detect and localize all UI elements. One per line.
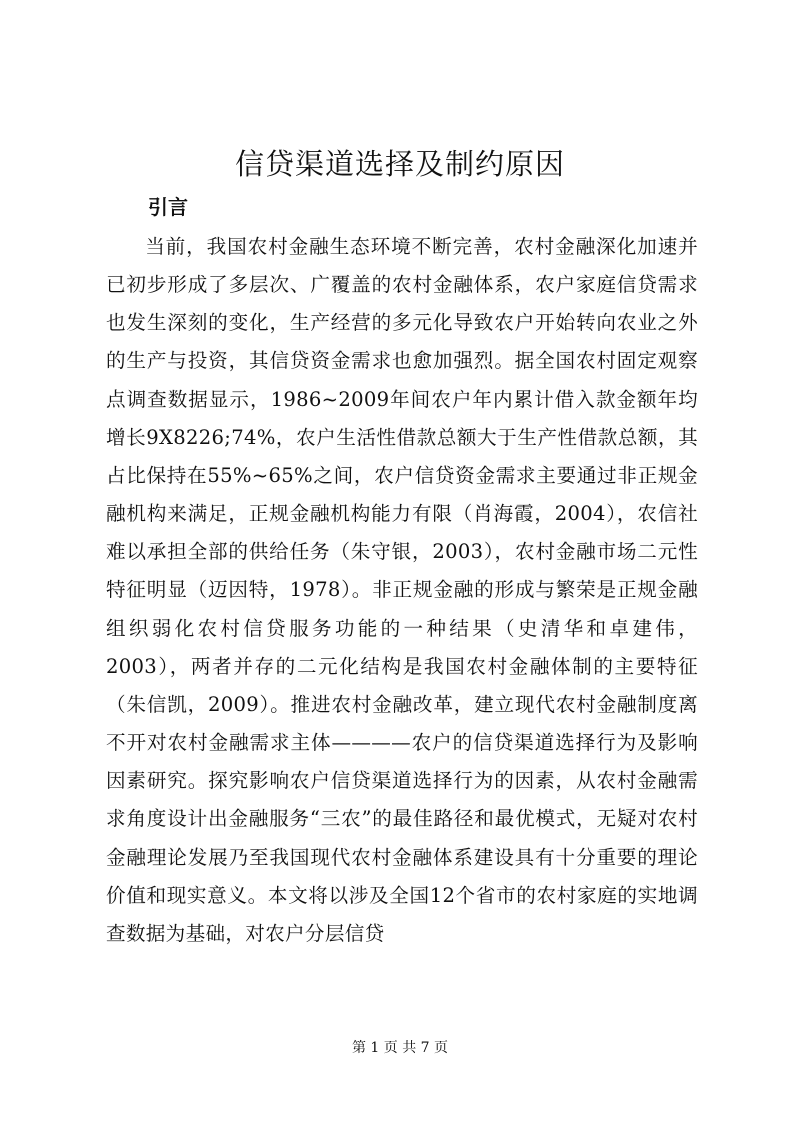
section-heading: 引言 [148,195,188,219]
page-footer: 第 1 页 共 7 页 [351,1040,449,1056]
page-title: 信贷渠道选择及制约原因 [234,147,565,181]
body-paragraph: 当前，我国农村金融生态环境不断完善，农村金融深化加速并已初步形成了多层次、广覆盖的农村金融体系，农户家庭信贷需求也发生深刻的变化，生产经营的多元化导致农户开始转向农业之外的生产与投资，其信贷资金需求也愈加强烈。据全国农村固定观察点调查数据显示，1986~2009年间农户年内累计借入款金额年均增长9X8226;74%，农户生活性借款总额大于生产性借款总额，其占比保持在55%~65%之间，农户信贷资金需求主要通过非正规金融机构来满足，正规金融机构能力有限（肖海霞，2004），农信社难以承担全部的供给任务（朱守银，2003），农村金融市场二元性特征明显（迈因特，1978）。非正规金融的形成与繁荣是正规金融组织弱化农村信贷服务功能的一种结果（史清华和卓建伟，2003），两者并存的二元化结构是我国农村金融体制的主要特征（朱信凯，2009）。推进农村金融改革，建立现代农村金融制度离不开对农村金融需求主体————农户的信贷渠道选择行为及影响因素研究。探究影响农户信贷渠道选择行为的因素，从农村金融需求角度设计出金融服务“三农”的最佳路径和最优模式，无疑对农村金融理论发展乃至我国现代农村金融体系建设具有十分重要的理论价值和现实意义。本文将以涉及全国12个省市的农村家庭的实地调查数据为基础，对农户分层信贷 [106,235,698,945]
